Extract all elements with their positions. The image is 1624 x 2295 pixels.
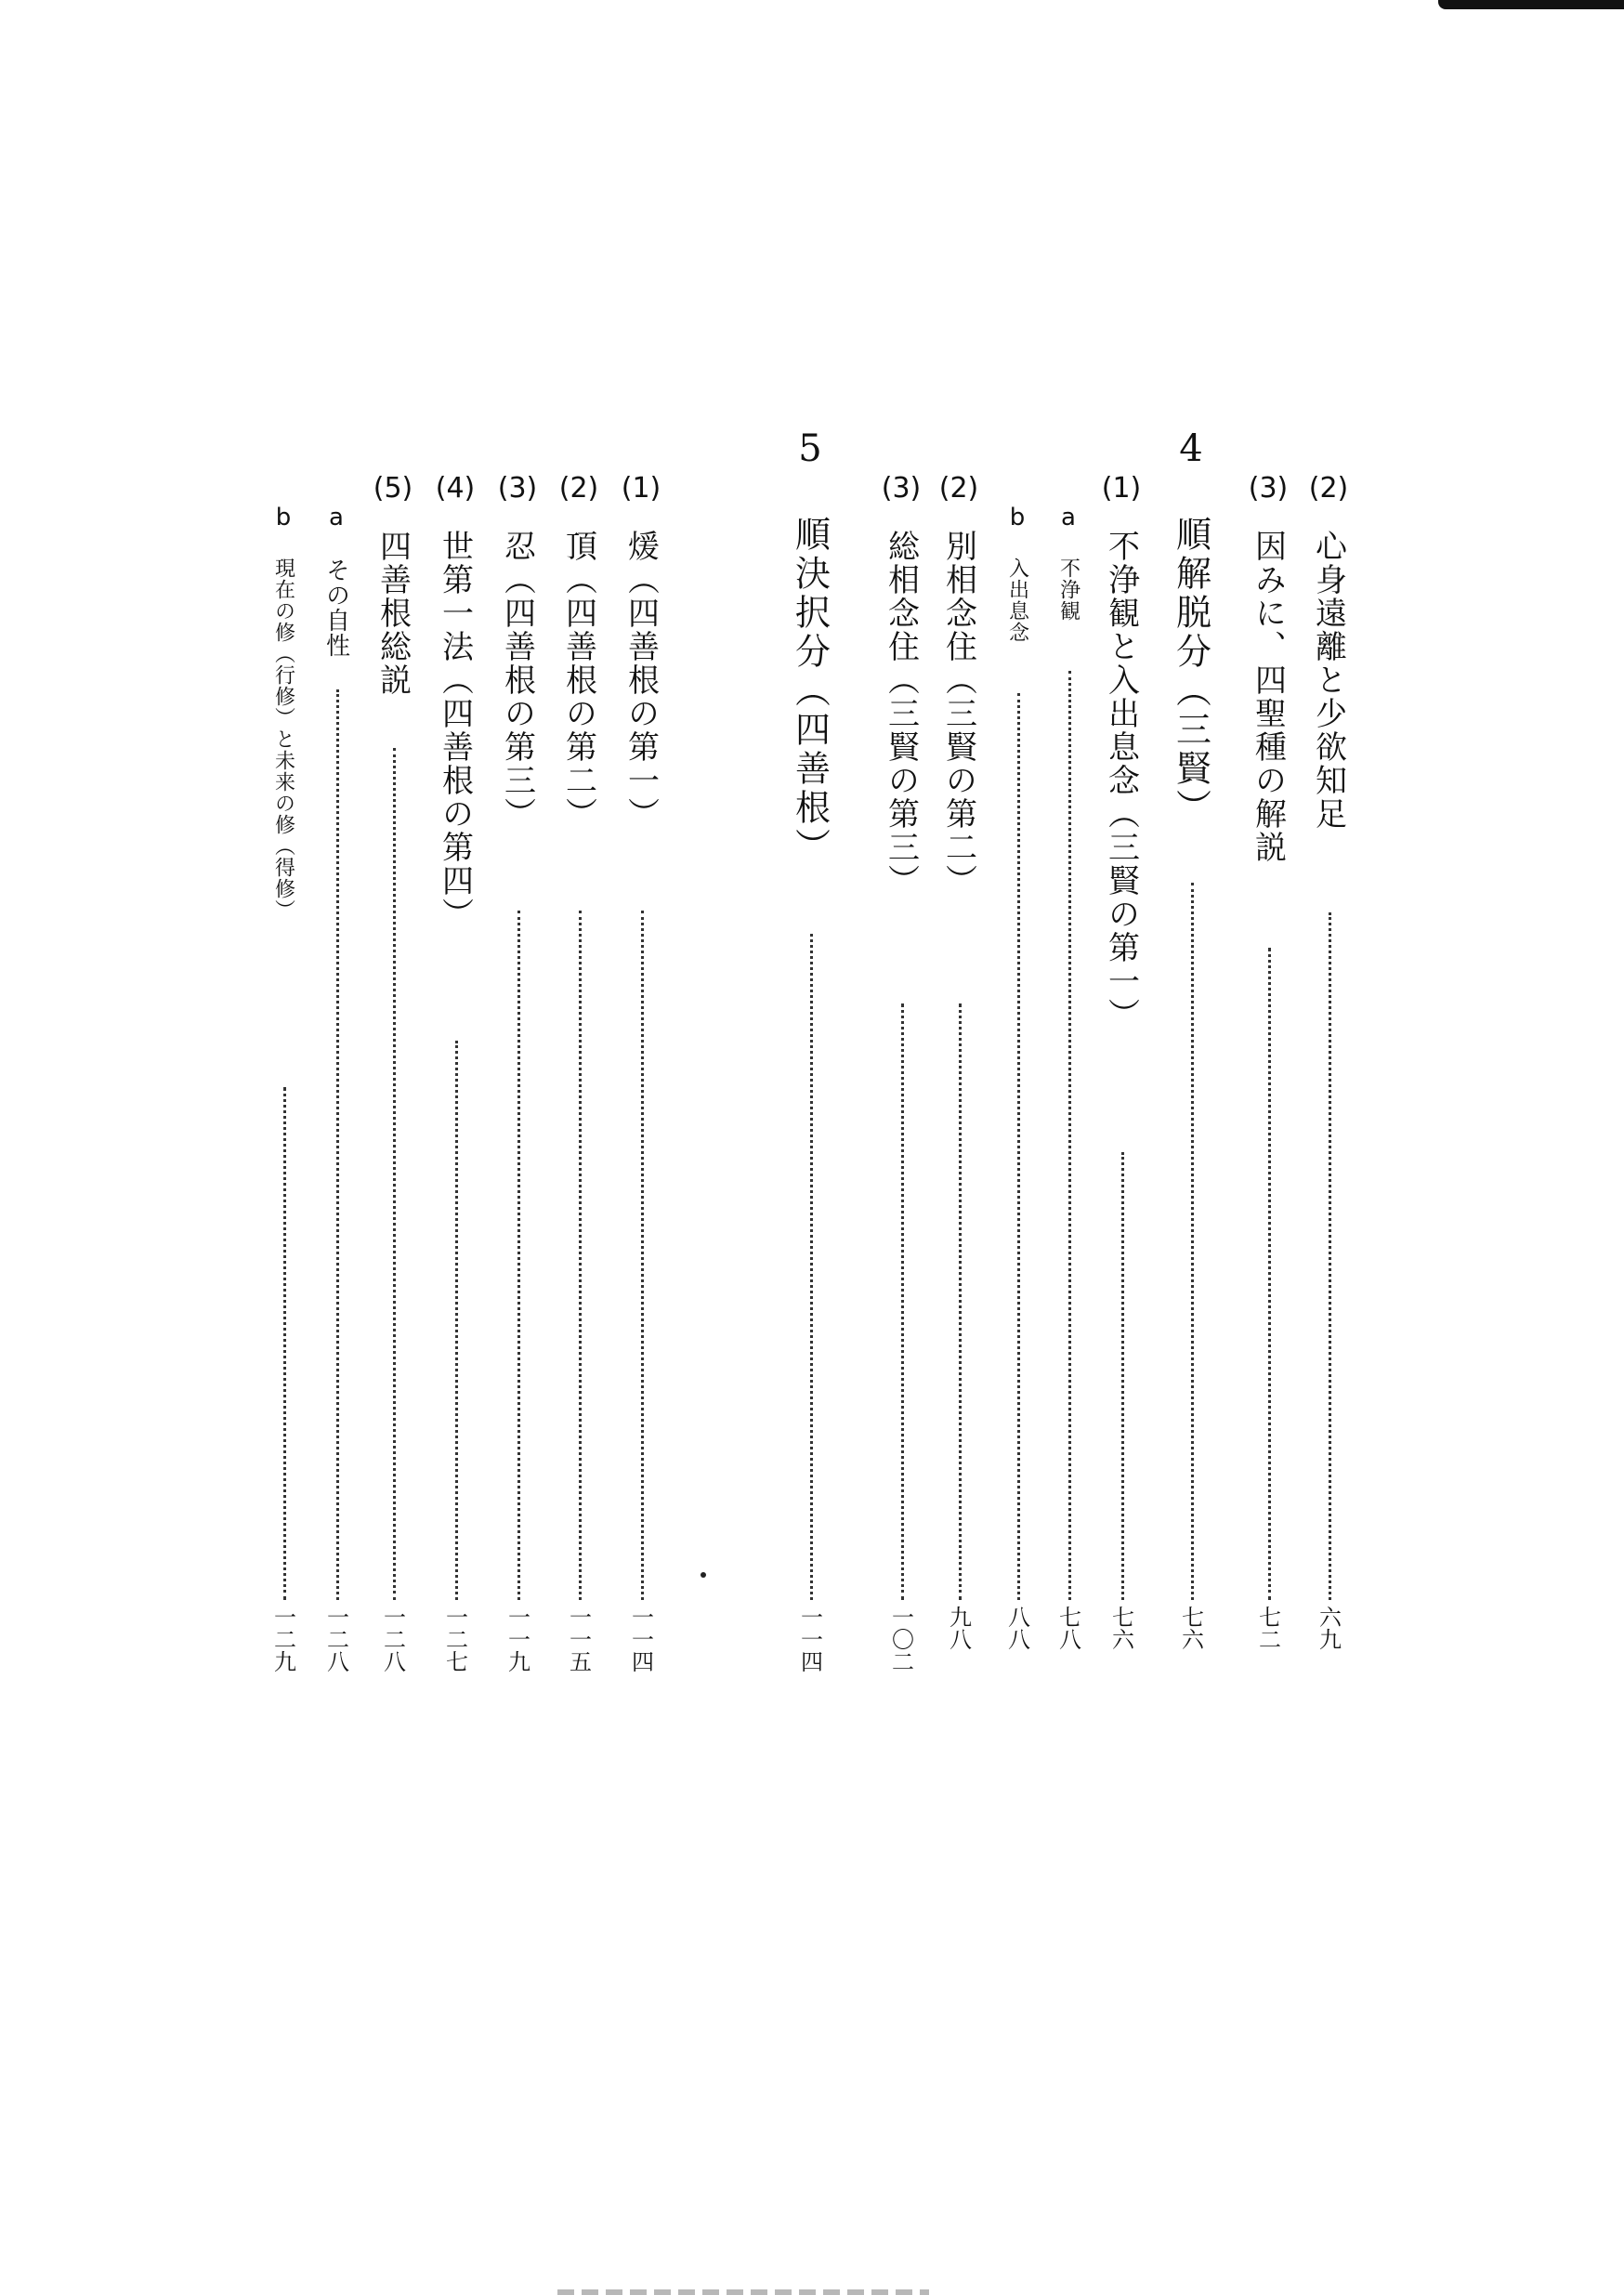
entry-title: 煖（四善根の第一） (622, 530, 660, 831)
leader-dots (959, 1003, 962, 1600)
entry-letter: a (329, 504, 344, 531)
entry-number: (1) (1101, 472, 1142, 505)
entry-title: 頂（四善根の第二） (559, 530, 597, 831)
leader-dots (1191, 883, 1194, 1600)
entry-number: (4) (435, 472, 476, 505)
leader-dots (283, 1087, 286, 1600)
entry-title: その自性 (321, 557, 350, 658)
toc-entry[interactable] (613, 427, 669, 1728)
leader-dots (641, 911, 644, 1600)
toc-entry[interactable] (931, 427, 987, 1728)
toc-entry[interactable] (1301, 427, 1356, 1728)
toc-entry[interactable] (490, 427, 545, 1728)
entry-letter: b (275, 504, 292, 531)
entry-title: 別相念住（三賢の第二） (939, 530, 977, 898)
toc-entry[interactable] (551, 427, 607, 1728)
entry-title: 不浄観 (1056, 557, 1080, 622)
entry-page: 七六 (1177, 1606, 1204, 1650)
toc-subentry[interactable] (255, 427, 311, 1728)
entry-number: (5) (373, 472, 413, 505)
leader-dots (1017, 693, 1020, 1600)
entry-page: 七六 (1107, 1606, 1134, 1650)
toc-subentry[interactable] (1041, 427, 1096, 1728)
entry-number: (3) (497, 472, 538, 505)
entry-title: 心身遠離と少欲知足 (1309, 530, 1347, 831)
entry-number: (2) (558, 472, 599, 505)
entry-number: (2) (938, 472, 979, 505)
leader-dots (1121, 1152, 1124, 1600)
entry-page: 一二八 (322, 1606, 349, 1672)
entry-letter: a (1061, 504, 1076, 531)
leader-dots (1268, 948, 1271, 1600)
leader-dots (393, 748, 396, 1600)
entry-title: 四善根総説 (373, 530, 412, 697)
entry-title: 世第一法（四善根の第四） (436, 530, 474, 931)
entry-title: 現在の修（行修）と未来の修（得修） (271, 557, 295, 921)
toc-entry[interactable] (1094, 427, 1149, 1728)
entry-page: 八八 (1003, 1606, 1030, 1650)
toc-chapter[interactable] (1163, 427, 1219, 1728)
print-speck (701, 1572, 706, 1578)
toc-entry[interactable] (873, 427, 929, 1728)
leader-dots (517, 911, 520, 1600)
leader-dots (1068, 671, 1071, 1600)
entry-page: 一一五 (565, 1606, 592, 1672)
entry-page: 一一九 (504, 1606, 530, 1672)
entry-title: 入出息念 (1005, 557, 1029, 643)
entry-title: 総相念住（三賢の第三） (882, 530, 920, 898)
entry-page: 九八 (945, 1606, 972, 1650)
leader-dots (579, 911, 582, 1600)
toc-entry[interactable] (1240, 427, 1296, 1728)
entry-page: 七二 (1254, 1606, 1281, 1650)
chapter-number: 4 (1179, 427, 1203, 470)
entry-title: 忍（四善根の第三） (498, 530, 536, 831)
toc-entry[interactable] (427, 427, 483, 1728)
entry-page: 六九 (1315, 1606, 1342, 1650)
entry-page: 一二九 (269, 1606, 296, 1672)
toc-entry[interactable] (365, 427, 421, 1728)
entry-title: 因みに、四聖種の解説 (1249, 530, 1287, 864)
leader-dots (455, 1041, 458, 1600)
entry-page: 一二八 (379, 1606, 406, 1672)
toc-subentry[interactable] (308, 427, 364, 1728)
chapter-title: 順決択分（四善根） (789, 516, 831, 867)
entry-page: 一一四 (627, 1606, 654, 1672)
entry-page: 一〇二 (887, 1606, 914, 1672)
scan-bottom-bleed (557, 2289, 929, 2295)
leader-dots (1329, 912, 1331, 1600)
chapter-title: 順解脱分（三賢） (1170, 516, 1211, 828)
entry-page: 七八 (1054, 1606, 1081, 1650)
entry-number: (2) (1308, 472, 1349, 505)
leader-dots (810, 934, 813, 1600)
entry-letter: b (1009, 504, 1026, 531)
leader-dots (901, 1003, 904, 1600)
toc-subentry[interactable] (989, 427, 1045, 1728)
leader-dots (336, 689, 339, 1600)
entry-page: 一二七 (441, 1606, 468, 1672)
chapter-number: 5 (798, 427, 822, 470)
scan-edge-mark (1438, 0, 1624, 9)
entry-page: 一一四 (796, 1606, 823, 1672)
entry-number: (3) (881, 472, 922, 505)
entry-number: (1) (621, 472, 661, 505)
table-of-contents (223, 427, 1375, 1728)
entry-title: 不浄観と入出息念（三賢の第一） (1102, 530, 1140, 1031)
entry-number: (3) (1248, 472, 1289, 505)
toc-chapter[interactable] (782, 427, 838, 1728)
